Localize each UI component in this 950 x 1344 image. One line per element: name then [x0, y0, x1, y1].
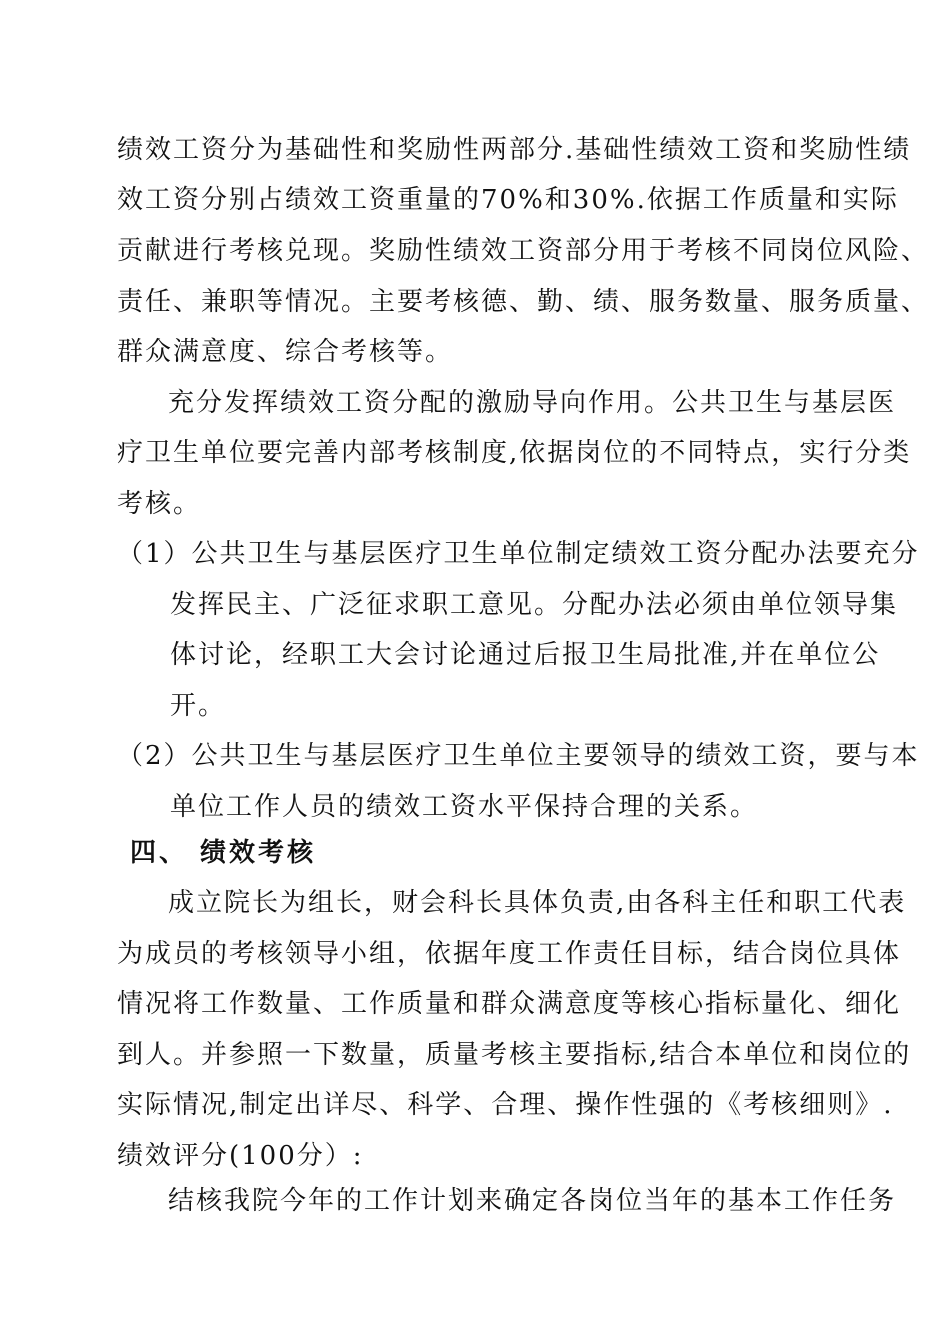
item-2-line-1: （2）公共卫生与基层医疗卫生单位主要领导的绩效工资，要与本	[117, 741, 920, 771]
paragraph-3-line-5: 实际情况,制定出详尽、科学、合理、操作性强的《考核细则》.	[117, 1090, 894, 1120]
item-2-line-2: 单位工作人员的绩效工资水平保持合理的关系。	[170, 792, 759, 822]
paragraph-3-line-6: 绩效评分(100分）:	[117, 1141, 364, 1171]
item-1-line-1: （1）公共卫生与基层医疗卫生单位制定绩效工资分配办法要充分	[117, 539, 920, 569]
paragraph-3-line-2: 为成员的考核领导小组，依据年度工作责任目标，结合岗位具体	[117, 939, 902, 969]
item-1-line-4: 开。	[170, 691, 227, 721]
paragraph-3-line-1: 成立院长为组长，财会科长具体负责,由各科主任和职工代表	[168, 888, 907, 918]
paragraph-1-line-3: 贡献进行考核兑现。奖励性绩效工资部分用于考核不同岗位风险、	[117, 236, 930, 266]
paragraph-1-line-5: 群众满意度、综合考核等。	[117, 337, 454, 367]
paragraph-3-line-3: 情况将工作数量、工作质量和群众满意度等核心指标量化、细化	[117, 989, 902, 1019]
paragraph-1-line-4: 责任、兼职等情况。主要考核德、勤、绩、服务数量、服务质量、	[117, 287, 930, 317]
section-4-heading: 四、 绩效考核	[130, 838, 317, 868]
paragraph-4-line-1: 结核我院今年的工作计划来确定各岗位当年的基本工作任务	[168, 1186, 897, 1216]
paragraph-1-line-1: 绩效工资分为基础性和奖励性两部分.基础性绩效工资和奖励性绩	[117, 135, 912, 165]
paragraph-2-line-2: 疗卫生单位要完善内部考核制度,依据岗位的不同特点，实行分类	[117, 438, 912, 468]
paragraph-2-line-1: 充分发挥绩效工资分配的激励导向作用。公共卫生与基层医	[168, 388, 897, 418]
paragraph-1-line-2: 效工资分别占绩效工资重量的70%和30%.依据工作质量和实际	[117, 185, 899, 215]
item-1-line-3: 体讨论，经职工大会讨论通过后报卫生局批准,并在单位公	[170, 640, 881, 670]
paragraph-3-line-4: 到人。并参照一下数量，质量考核主要指标,结合本单位和岗位的	[117, 1040, 912, 1070]
paragraph-2-line-3: 考核。	[117, 489, 202, 519]
item-1-line-2: 发挥民主、广泛征求职工意见。分配办法必须由单位领导集	[170, 590, 899, 620]
